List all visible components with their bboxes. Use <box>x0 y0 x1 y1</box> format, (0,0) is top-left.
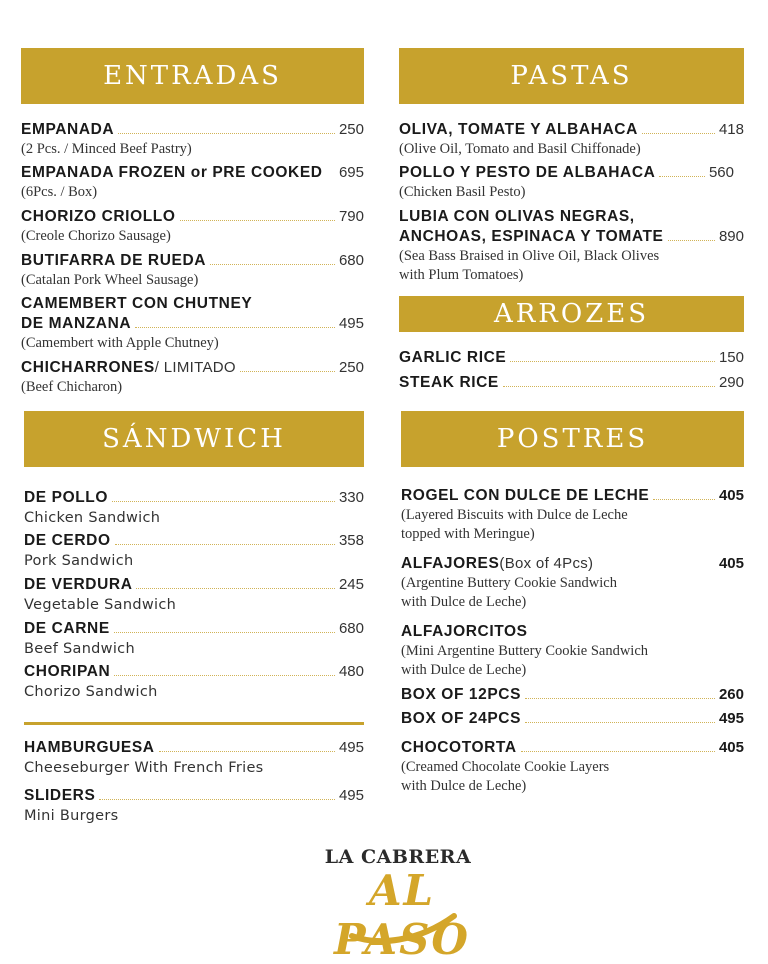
menu-item <box>21 163 364 202</box>
item-name: GARLIC RICE <box>399 349 507 366</box>
dot-leader <box>135 327 335 328</box>
item-name: DE CARNE <box>24 620 110 637</box>
item-description: (Creole Chorizo Sausage) <box>21 228 171 244</box>
dot-leader <box>240 371 335 372</box>
item-description: (Chicken Basil Pesto) <box>399 184 526 200</box>
item-description-line2: with Dulce de Leche) <box>401 662 527 678</box>
menu-item <box>399 120 744 159</box>
item-description-line2: with Dulce de Leche) <box>401 594 527 610</box>
dot-leader <box>114 675 335 676</box>
dot-leader <box>210 264 335 265</box>
item-name: ALFAJORCITOS <box>401 623 528 640</box>
dot-leader <box>659 176 705 177</box>
item-description: (6Pcs. / Box) <box>21 184 98 200</box>
dot-leader <box>521 751 715 752</box>
item-description: (Layered Biscuits with Dulce de Leche <box>401 507 628 523</box>
item-name: POLLO Y PESTO DE ALBAHACA <box>399 164 656 181</box>
section-divider <box>24 722 364 725</box>
item-price: 495 <box>338 315 364 332</box>
menu-item <box>401 622 744 680</box>
dot-leader <box>159 751 335 752</box>
item-name: ROGEL CON DULCE DE LECHE <box>401 487 650 504</box>
item-price: 560 <box>708 164 734 181</box>
menu-item <box>21 294 364 353</box>
item-description: (Creamed Chocolate Cookie Layers <box>401 759 610 775</box>
item-price: 495 <box>338 739 364 756</box>
item-price: 250 <box>338 121 364 138</box>
item-price: 150 <box>718 349 744 366</box>
menu-item <box>21 251 364 290</box>
dot-leader <box>136 588 334 589</box>
item-name: ANCHOAS, ESPINACA Y TOMATE <box>399 228 664 245</box>
item-name: EMPANADA <box>21 121 115 138</box>
item-description: (Argentine Buttery Cookie Sandwich <box>401 575 617 591</box>
item-description-line2: with Dulce de Leche) <box>401 778 527 794</box>
item-description: Mini Burgers <box>24 808 119 824</box>
item-price: 245 <box>338 576 364 593</box>
item-price: 695 <box>338 164 364 181</box>
menu-item <box>21 358 364 397</box>
arrozes-header: ARROZES <box>399 296 744 332</box>
menu-item <box>401 709 744 729</box>
item-name: HAMBURGUESA <box>24 739 155 756</box>
item-price: 418 <box>718 121 744 138</box>
logo-swoosh-icon <box>348 912 458 948</box>
dot-leader <box>114 632 335 633</box>
item-name: DE POLLO <box>24 489 109 506</box>
item-description: (2 Pcs. / Minced Beef Pastry) <box>21 141 192 157</box>
item-description: (Catalan Pork Wheel Sausage) <box>21 272 199 288</box>
item-price: 495 <box>338 787 364 804</box>
item-name-line: LUBIA CON OLIVAS NEGRAS, <box>399 208 635 225</box>
item-description: (Beef Chicharon) <box>21 379 123 395</box>
entradas-header: ENTRADAS <box>21 48 364 104</box>
menu-item <box>24 488 364 528</box>
item-name-suffix: / LIMITADO <box>154 359 236 376</box>
item-price: 250 <box>338 359 364 376</box>
item-price: 405 <box>718 487 744 504</box>
dot-leader <box>99 799 335 800</box>
item-price: 405 <box>718 555 744 572</box>
item-description: Vegetable Sandwich <box>24 597 177 613</box>
menu-item <box>399 348 744 368</box>
sandwich-header: SÁNDWICH <box>24 411 364 467</box>
menu-item <box>401 685 744 705</box>
item-name-line: CAMEMBERT CON CHUTNEY <box>21 295 253 312</box>
item-name: BOX OF 12PCS <box>401 686 522 703</box>
dot-leader <box>503 386 715 387</box>
item-description: Beef Sandwich <box>24 641 135 657</box>
dot-leader <box>115 544 335 545</box>
menu-item <box>401 738 744 796</box>
item-price: 495 <box>718 710 744 727</box>
item-price: 260 <box>718 686 744 703</box>
item-price: 890 <box>718 228 744 245</box>
dot-leader <box>180 220 335 221</box>
postres-header: POSTRES <box>401 411 744 467</box>
pastas-header: PASTAS <box>399 48 744 104</box>
menu-item <box>24 738 364 778</box>
item-description: (Mini Argentine Buttery Cookie Sandwich <box>401 643 649 659</box>
item-price: 680 <box>338 252 364 269</box>
item-name: DE MANZANA <box>21 315 132 332</box>
dot-leader <box>118 133 335 134</box>
menu-item <box>24 662 364 702</box>
menu-item <box>24 531 364 571</box>
item-price: 358 <box>338 532 364 549</box>
item-name: OLIVA, TOMATE Y ALBAHACA <box>399 121 638 138</box>
dot-leader <box>525 722 715 723</box>
item-description: Pork Sandwich <box>24 553 134 569</box>
item-description-line2: with Plum Tomatoes) <box>399 267 524 283</box>
dot-leader <box>668 240 715 241</box>
menu-item <box>24 575 364 615</box>
logo-al-paso: AL PASO <box>333 866 471 964</box>
menu-item <box>401 554 744 612</box>
item-price: 330 <box>338 489 364 506</box>
item-price: 405 <box>718 739 744 756</box>
menu-item <box>399 163 734 202</box>
logo-la-cabrera: LA CABRERA <box>324 846 472 868</box>
item-price: 790 <box>338 208 364 225</box>
item-name: DE VERDURA <box>24 576 133 593</box>
dot-leader <box>112 501 335 502</box>
item-description: (Sea Bass Braised in Olive Oil, Black Olives <box>399 248 660 264</box>
item-name: EMPANADA FROZEN or PRE COOKED <box>21 164 323 181</box>
menu-item <box>401 486 744 544</box>
menu-item <box>399 207 744 285</box>
item-price: 290 <box>718 374 744 391</box>
menu-item <box>24 786 364 826</box>
menu-item <box>24 619 364 659</box>
menu-item <box>21 207 364 246</box>
item-description-line2: topped with Meringue) <box>401 526 535 542</box>
menu-item <box>399 373 744 393</box>
item-description: (Camembert with Apple Chutney) <box>21 335 219 351</box>
item-name: BUTIFARRA DE RUEDA <box>21 252 207 269</box>
item-name: SLIDERS <box>24 787 96 804</box>
item-name: CHORIPAN <box>24 663 111 680</box>
dot-leader <box>642 133 715 134</box>
item-name: CHICHARRONES <box>21 359 155 376</box>
item-name: STEAK RICE <box>399 374 499 391</box>
item-price: 480 <box>338 663 364 680</box>
item-price: 680 <box>338 620 364 637</box>
item-name: ALFAJORES <box>401 555 500 572</box>
menu-item <box>21 120 364 159</box>
dot-leader <box>525 698 715 699</box>
item-description: Chorizo Sandwich <box>24 684 158 700</box>
item-name: BOX OF 24PCS <box>401 710 522 727</box>
item-description: Cheeseburger With French Fries <box>24 760 264 776</box>
dot-leader <box>653 499 715 500</box>
item-description: (Olive Oil, Tomato and Basil Chiffonade) <box>399 141 641 157</box>
item-name: CHORIZO CRIOLLO <box>21 208 176 225</box>
item-name: CHOCOTORTA <box>401 739 517 756</box>
item-name: DE CERDO <box>24 532 111 549</box>
item-name-suffix: (Box of 4Pcs) <box>499 555 594 572</box>
dot-leader <box>510 361 715 362</box>
item-description: Chicken Sandwich <box>24 510 161 526</box>
